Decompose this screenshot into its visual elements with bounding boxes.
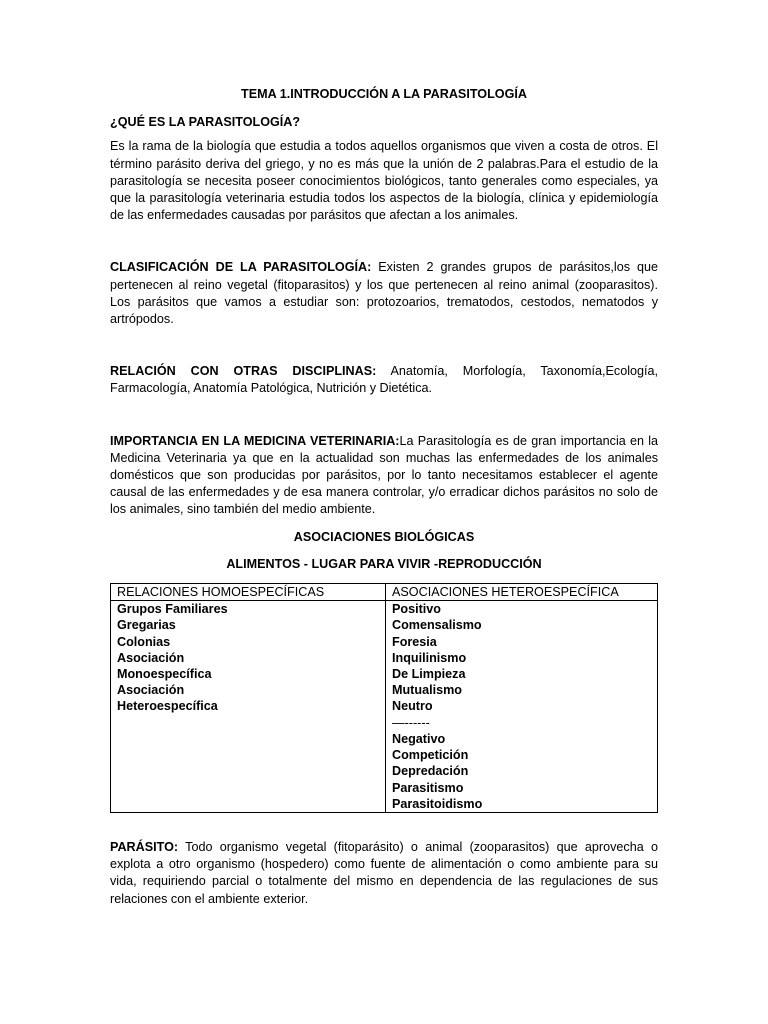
list-item: Positivo (392, 602, 441, 617)
list-item: Competición (392, 748, 469, 763)
section-heading-que-es: ¿QUÉ ES LA PARASITOLOGÍA? (110, 115, 301, 130)
importancia-text: La Parasitología es de gran importancia en la Medicina Veterinaria ya que en la actualidad son muchas las enfermedades de los animales domésticos que son producidas por parásitos, por lo tanto necesitamos establecer el agente causal de las enfermedades y de esa manera controlar, y/o erradicar dichos parásitos no solo de los animales, sino también del medio ambiente. (110, 433, 658, 517)
alimentos-heading: ALIMENTOS - LUGAR PARA VIVIR -REPRODUCCIÓN (226, 556, 542, 571)
clasificacion-label: CLASIFICACIÓN DE LA PARASITOLOGÍA: (110, 260, 372, 275)
relacion-text: Anatomía, Morfología, Taxonomía,Ecología, Farmacología, Anatomía Patológica, Nutrición y Dietética. (110, 364, 659, 396)
table-cell-homoespecificas (111, 601, 386, 813)
list-separator: —------ (392, 715, 430, 730)
list-item: Parasitismo (392, 780, 464, 795)
list-item: Heteroespecífica (117, 699, 218, 714)
document-page (110, 86, 658, 908)
list-item: Negativo (392, 731, 446, 746)
table-header-heteroespecifica: ASOCIACIONES HETEROESPECÍFICA (386, 584, 658, 601)
clasificacion-text: Existen 2 grandes grupos de parásitos,los que pertenecen al reino vegetal (fitoparasitos) y los que pertenecen al reino animal (zooparasitos). Los parásitos que vamos a estudiar son: protozoarios, trematodos, cestodos, nematodos y artrópodos. (110, 260, 658, 327)
list-item: De Limpieza (392, 667, 466, 682)
table-cell-heteroespecifica (386, 601, 658, 813)
list-item: Mutualismo (392, 683, 462, 698)
paragraph-importancia (110, 433, 658, 519)
list-item: Grupos Familiares (117, 602, 228, 617)
parasito-label: PARÁSITO: (110, 839, 179, 854)
list-item: Depredación (392, 764, 469, 779)
table-header-row (111, 584, 658, 601)
associations-table (110, 583, 658, 813)
importancia-label: IMPORTANCIA EN LA MEDICINA VETERINARIA: (110, 433, 400, 448)
paragraph-relacion (110, 363, 658, 397)
list-item: Asociación (117, 683, 185, 698)
list-item: Neutro (392, 699, 433, 714)
document-title: TEMA 1.INTRODUCCIÓN A LA PARASITOLOGÍA (241, 87, 527, 101)
paragraph-parasito (110, 839, 658, 908)
list-item: Colonias (117, 634, 171, 649)
table-row (111, 601, 658, 813)
list-item: Monoespecífica (117, 667, 212, 682)
list-item: Inquilinismo (392, 650, 467, 665)
list-item: Gregarias (117, 618, 176, 633)
list-item: Comensalismo (392, 618, 482, 633)
parasito-text: Todo organismo vegetal (fitoparásito) o animal (zooparasitos) que aprovecha o explota a otro organismo (hospedero) como fuente de alimentación o como ambiente para su vida, requiriendo parcial o totalmente del mismo en dependencia de las regulaciones de sus relaciones con el ambiente exterior. (110, 839, 658, 906)
asociaciones-heading: ASOCIACIONES BIOLÓGICAS (293, 529, 475, 544)
relacion-label: RELACIÓN CON OTRAS DISCIPLINAS: (110, 364, 377, 379)
table-header-homoespecificas: RELACIONES HOMOESPECÍFICAS (111, 584, 386, 601)
list-item: Foresia (392, 634, 437, 649)
list-item: Asociación (117, 650, 185, 665)
paragraph-clasificacion (110, 259, 658, 328)
paragraph-que-es: Es la rama de la biología que estudia a todos aquellos organismos que viven a costa de otros. El término parásito deriva del griego, y no es más que la unión de 2 palabras.Para el estudio de la parasitología se necesita poseer conocimientos biológicos, tanto generales como especiales, ya que la parasitología veterinaria estudia todos los aspectos de la biología, clínica y epidemiología de las enfermedades causadas por parásitos que afectan a los animales. (110, 139, 658, 223)
list-item: Parasitoidismo (392, 796, 483, 811)
